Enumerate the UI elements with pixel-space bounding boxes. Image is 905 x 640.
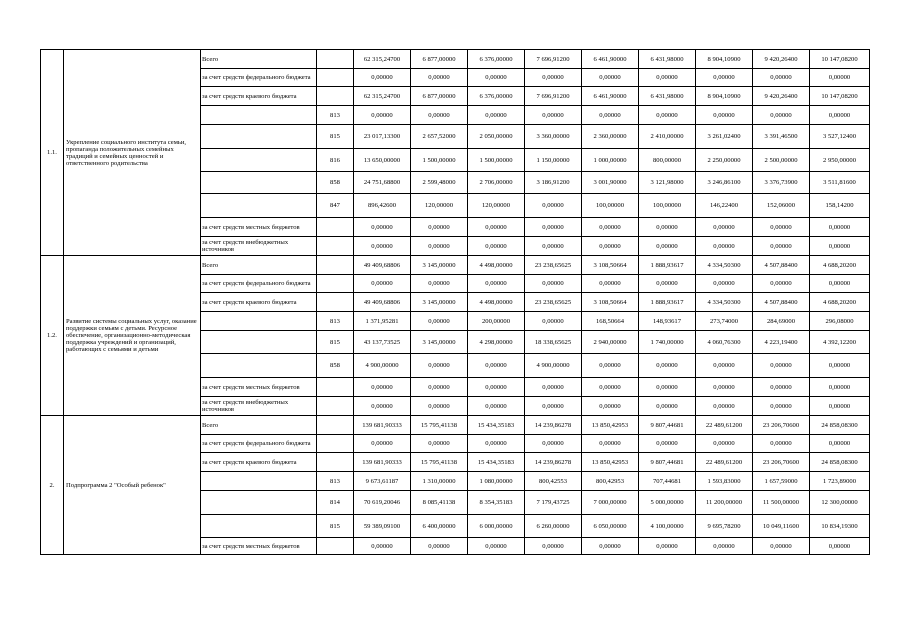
amount-cell: 0,00000 [468,275,525,293]
amount-cell: 0,00000 [468,218,525,237]
amount-cell: 0,00000 [354,69,411,87]
amount-cell: 2 500,00000 [753,149,810,172]
grbs-code-cell [317,378,354,397]
amount-cell: 0,00000 [411,354,468,378]
amount-cell: 9 420,26400 [753,50,810,69]
amount-cell: 8 354,35183 [468,491,525,515]
amount-cell: 0,00000 [411,312,468,331]
amount-cell: 200,00000 [468,312,525,331]
amount-cell: 0,00000 [525,312,582,331]
amount-cell: 0,00000 [354,435,411,453]
amount-cell: 0,00000 [753,538,810,555]
amount-cell: 9 807,44681 [639,416,696,435]
amount-cell: 0,00000 [354,106,411,125]
amount-cell: 11 500,00000 [753,491,810,515]
amount-cell: 0,00000 [411,237,468,256]
amount-cell: 2 950,00000 [810,149,870,172]
amount-cell: 0,00000 [411,538,468,555]
amount-cell: 707,44681 [639,472,696,491]
amount-cell: 1 000,00000 [582,149,639,172]
section-title: Развитие системы социальных услуг, оказание поддержки семьям с детьми. Ресурсное обеспечение, организационно-методическая поддержка учреждений и организаций, работающих с семьями и детьми [64,256,201,416]
section-title: Укрепление социального института семьи, пропаганда положительных семейных традиций и семейных ценностей и ответственного родительства [64,50,201,256]
funding-source-cell [201,194,317,218]
funding-source-cell: за счет средств местных бюджетов [201,218,317,237]
amount-cell: 10 147,08200 [810,50,870,69]
funding-source-cell: Всего [201,256,317,275]
amount-cell: 15 795,41138 [411,453,468,472]
amount-cell: 0,00000 [468,538,525,555]
grbs-code-cell [317,256,354,275]
amount-cell: 3 376,73900 [753,172,810,194]
amount-cell: 0,00000 [468,435,525,453]
amount-cell: 148,93617 [639,312,696,331]
amount-cell: 4 688,20200 [810,293,870,312]
amount-cell: 8 085,41138 [411,491,468,515]
amount-cell: 168,50664 [582,312,639,331]
amount-cell: 0,00000 [582,218,639,237]
amount-cell: 7 179,43725 [525,491,582,515]
amount-cell: 1 080,00000 [468,472,525,491]
amount-cell: 100,00000 [582,194,639,218]
amount-cell: 6 431,98000 [639,87,696,106]
amount-cell: 59 389,09100 [354,515,411,538]
amount-cell: 2 360,00000 [582,125,639,149]
amount-cell: 0,00000 [753,275,810,293]
amount-cell: 3 511,81600 [810,172,870,194]
amount-cell: 7 696,91200 [525,87,582,106]
amount-cell: 284,69000 [753,312,810,331]
funding-source-cell [201,106,317,125]
funding-source-cell: Всего [201,50,317,69]
grbs-code-cell [317,538,354,555]
amount-cell: 0,00000 [582,354,639,378]
amount-cell: 9 420,26400 [753,87,810,106]
grbs-code-cell: 813 [317,312,354,331]
amount-cell: 800,00000 [639,149,696,172]
amount-cell: 0,00000 [810,354,870,378]
grbs-code-cell [317,275,354,293]
amount-cell: 0,00000 [525,106,582,125]
amount-cell: 0,00000 [639,378,696,397]
grbs-code-cell [317,218,354,237]
grbs-code-cell: 815 [317,515,354,538]
amount-cell: 0,00000 [696,397,753,416]
amount-cell: 4 334,50300 [696,256,753,275]
grbs-code-cell: 813 [317,106,354,125]
amount-cell: 4 900,00000 [354,354,411,378]
amount-cell: 24 858,08300 [810,416,870,435]
amount-cell: 3 001,90000 [582,172,639,194]
amount-cell: 0,00000 [468,106,525,125]
grbs-code-cell: 816 [317,149,354,172]
amount-cell: 0,00000 [753,106,810,125]
amount-cell: 1 500,00000 [468,149,525,172]
amount-cell: 6 260,00000 [525,515,582,538]
amount-cell: 0,00000 [468,354,525,378]
funding-source-cell: за счет средств внебюджетных источников [201,237,317,256]
amount-cell: 0,00000 [753,218,810,237]
grbs-code-cell [317,435,354,453]
amount-cell: 43 137,73525 [354,331,411,354]
budget-table [40,49,870,555]
amount-cell: 0,00000 [810,218,870,237]
amount-cell: 2 410,00000 [639,125,696,149]
amount-cell: 11 200,00000 [696,491,753,515]
amount-cell: 0,00000 [525,237,582,256]
amount-cell: 0,00000 [354,275,411,293]
amount-cell: 0,00000 [696,69,753,87]
grbs-code-cell [317,69,354,87]
amount-cell: 139 681,90333 [354,416,411,435]
amount-cell: 1 593,83000 [696,472,753,491]
amount-cell: 0,00000 [354,218,411,237]
funding-source-cell [201,312,317,331]
amount-cell: 15 434,35183 [468,453,525,472]
amount-cell: 0,00000 [411,378,468,397]
grbs-code-cell: 814 [317,491,354,515]
amount-cell: 3 145,00000 [411,256,468,275]
amount-cell: 0,00000 [582,378,639,397]
grbs-code-cell: 815 [317,331,354,354]
grbs-code-cell: 815 [317,125,354,149]
amount-cell: 0,00000 [810,378,870,397]
amount-cell: 9 673,61187 [354,472,411,491]
amount-cell: 13 850,42953 [582,453,639,472]
amount-cell: 0,00000 [810,106,870,125]
amount-cell: 296,08000 [810,312,870,331]
amount-cell: 3 261,02400 [696,125,753,149]
section-number: 1.2. [41,256,64,416]
amount-cell: 0,00000 [525,538,582,555]
amount-cell: 22 489,61200 [696,453,753,472]
amount-cell: 0,00000 [810,397,870,416]
amount-cell: 0,00000 [639,69,696,87]
funding-source-cell: за счет средств внебюджетных источников [201,397,317,416]
amount-cell: 15 795,41138 [411,416,468,435]
amount-cell: 6 376,00000 [468,87,525,106]
amount-cell: 9 807,44681 [639,453,696,472]
funding-source-cell: за счет средств краевого бюджета [201,87,317,106]
amount-cell: 3 121,98000 [639,172,696,194]
amount-cell: 10 049,11600 [753,515,810,538]
amount-cell: 100,00000 [639,194,696,218]
amount-cell: 120,00000 [411,194,468,218]
funding-source-cell: за счет средств краевого бюджета [201,293,317,312]
amount-cell: 2 050,00000 [468,125,525,149]
amount-cell: 3 360,00000 [525,125,582,149]
funding-source-cell: за счет средств федерального бюджета [201,69,317,87]
amount-cell: 0,00000 [582,106,639,125]
amount-cell: 7 696,91200 [525,50,582,69]
funding-source-cell [201,125,317,149]
amount-cell: 8 904,10900 [696,87,753,106]
amount-cell: 2 657,52000 [411,125,468,149]
amount-cell: 6 000,00000 [468,515,525,538]
amount-cell: 10 834,19300 [810,515,870,538]
amount-cell: 0,00000 [639,397,696,416]
amount-cell: 4 100,00000 [639,515,696,538]
amount-cell: 8 904,10900 [696,50,753,69]
amount-cell: 152,06000 [753,194,810,218]
table-row [41,50,870,69]
amount-cell: 0,00000 [354,237,411,256]
amount-cell: 3 246,86100 [696,172,753,194]
amount-cell: 0,00000 [582,275,639,293]
funding-source-cell: за счет средств местных бюджетов [201,538,317,555]
amount-cell: 0,00000 [753,435,810,453]
amount-cell: 0,00000 [810,237,870,256]
amount-cell: 22 489,61200 [696,416,753,435]
amount-cell: 0,00000 [411,275,468,293]
amount-cell: 3 145,00000 [411,293,468,312]
funding-source-cell: Всего [201,416,317,435]
amount-cell: 4 392,12200 [810,331,870,354]
funding-source-cell [201,472,317,491]
amount-cell: 15 434,35183 [468,416,525,435]
amount-cell: 0,00000 [696,354,753,378]
amount-cell: 0,00000 [639,106,696,125]
amount-cell: 70 619,20046 [354,491,411,515]
amount-cell: 0,00000 [753,378,810,397]
amount-cell: 0,00000 [810,69,870,87]
amount-cell: 4 334,50300 [696,293,753,312]
amount-cell: 0,00000 [525,275,582,293]
amount-cell: 120,00000 [468,194,525,218]
amount-cell: 0,00000 [525,435,582,453]
grbs-code-cell: 858 [317,172,354,194]
amount-cell: 6 461,90000 [582,87,639,106]
grbs-code-cell [317,416,354,435]
amount-cell: 0,00000 [582,397,639,416]
amount-cell: 0,00000 [354,378,411,397]
amount-cell: 0,00000 [411,397,468,416]
amount-cell: 4 507,88400 [753,293,810,312]
amount-cell: 6 877,00000 [411,50,468,69]
grbs-code-cell [317,87,354,106]
amount-cell: 0,00000 [468,69,525,87]
amount-cell: 1 500,00000 [411,149,468,172]
amount-cell: 0,00000 [753,237,810,256]
funding-source-cell [201,491,317,515]
amount-cell: 2 599,48000 [411,172,468,194]
grbs-code-cell: 858 [317,354,354,378]
amount-cell: 0,00000 [639,538,696,555]
amount-cell: 0,00000 [525,69,582,87]
amount-cell: 24 751,68800 [354,172,411,194]
amount-cell: 23 017,13300 [354,125,411,149]
amount-cell: 10 147,08200 [810,87,870,106]
funding-source-cell: за счет средств федерального бюджета [201,435,317,453]
amount-cell: 800,42553 [525,472,582,491]
table-row [41,256,870,275]
section-number: 1.1. [41,50,64,256]
funding-source-cell [201,354,317,378]
amount-cell: 0,00000 [582,435,639,453]
grbs-code-cell [317,237,354,256]
amount-cell: 896,42600 [354,194,411,218]
amount-cell: 5 000,00000 [639,491,696,515]
amount-cell: 0,00000 [696,237,753,256]
amount-cell: 23 238,65625 [525,256,582,275]
amount-cell: 0,00000 [696,106,753,125]
amount-cell: 1 888,93617 [639,293,696,312]
amount-cell: 4 223,19400 [753,331,810,354]
amount-cell: 4 900,00000 [525,354,582,378]
amount-cell: 13 850,42953 [582,416,639,435]
amount-cell: 1 310,00000 [411,472,468,491]
amount-cell: 0,00000 [468,378,525,397]
amount-cell: 0,00000 [696,275,753,293]
amount-cell: 0,00000 [411,435,468,453]
amount-cell: 158,14200 [810,194,870,218]
amount-cell: 14 239,86278 [525,453,582,472]
funding-source-cell [201,515,317,538]
amount-cell: 4 498,00000 [468,293,525,312]
amount-cell: 0,00000 [696,538,753,555]
amount-cell: 6 376,00000 [468,50,525,69]
amount-cell: 0,00000 [753,354,810,378]
grbs-code-cell [317,453,354,472]
amount-cell: 146,22400 [696,194,753,218]
amount-cell: 18 338,65625 [525,331,582,354]
amount-cell: 0,00000 [468,237,525,256]
amount-cell: 0,00000 [810,538,870,555]
amount-cell: 23 206,70600 [753,453,810,472]
amount-cell: 0,00000 [639,435,696,453]
amount-cell: 0,00000 [411,218,468,237]
funding-source-cell: за счет средств краевого бюджета [201,453,317,472]
amount-cell: 0,00000 [639,275,696,293]
amount-cell: 0,00000 [525,218,582,237]
amount-cell: 2 250,00000 [696,149,753,172]
amount-cell: 6 877,00000 [411,87,468,106]
amount-cell: 273,74000 [696,312,753,331]
amount-cell: 49 409,68806 [354,256,411,275]
amount-cell: 3 145,00000 [411,331,468,354]
amount-cell: 3 391,46500 [753,125,810,149]
funding-source-cell: за счет средств федерального бюджета [201,275,317,293]
grbs-code-cell [317,293,354,312]
amount-cell: 6 431,98000 [639,50,696,69]
amount-cell: 0,00000 [411,106,468,125]
amount-cell: 13 650,00000 [354,149,411,172]
amount-cell: 1 657,59000 [753,472,810,491]
amount-cell: 0,00000 [582,237,639,256]
amount-cell: 0,00000 [354,538,411,555]
amount-cell: 14 239,86278 [525,416,582,435]
amount-cell: 0,00000 [525,378,582,397]
amount-cell: 0,00000 [696,435,753,453]
amount-cell: 0,00000 [525,194,582,218]
funding-source-cell [201,172,317,194]
grbs-code-cell: 813 [317,472,354,491]
amount-cell: 4 688,20200 [810,256,870,275]
amount-cell: 3 108,50664 [582,256,639,275]
amount-cell: 1 740,00000 [639,331,696,354]
amount-cell: 49 409,68806 [354,293,411,312]
amount-cell: 0,00000 [468,397,525,416]
section-title: Подпрограмма 2 "Особый ребенок" [64,416,201,555]
amount-cell: 3 527,12400 [810,125,870,149]
amount-cell: 1 150,00000 [525,149,582,172]
amount-cell: 0,00000 [354,397,411,416]
amount-cell: 4 298,00000 [468,331,525,354]
amount-cell: 4 507,88400 [753,256,810,275]
amount-cell: 0,00000 [639,237,696,256]
amount-cell: 0,00000 [582,69,639,87]
amount-cell: 4 060,76300 [696,331,753,354]
section-number: 2. [41,416,64,555]
amount-cell: 3 108,50664 [582,293,639,312]
amount-cell: 139 681,90333 [354,453,411,472]
amount-cell: 2 940,00000 [582,331,639,354]
amount-cell: 3 186,91200 [525,172,582,194]
amount-cell: 6 461,90000 [582,50,639,69]
amount-cell: 0,00000 [639,218,696,237]
amount-cell: 800,42953 [582,472,639,491]
amount-cell: 0,00000 [753,397,810,416]
amount-cell: 9 695,78200 [696,515,753,538]
amount-cell: 24 858,08300 [810,453,870,472]
amount-cell: 0,00000 [696,218,753,237]
funding-source-cell: за счет средств местных бюджетов [201,378,317,397]
grbs-code-cell: 847 [317,194,354,218]
amount-cell: 0,00000 [696,378,753,397]
amount-cell: 4 498,00000 [468,256,525,275]
amount-cell: 0,00000 [639,354,696,378]
amount-cell: 0,00000 [810,275,870,293]
amount-cell: 62 315,24700 [354,87,411,106]
amount-cell: 1 888,93617 [639,256,696,275]
amount-cell: 62 315,24700 [354,50,411,69]
amount-cell: 7 000,00000 [582,491,639,515]
funding-source-cell [201,331,317,354]
table-row [41,416,870,435]
grbs-code-cell [317,397,354,416]
amount-cell: 1 371,95281 [354,312,411,331]
amount-cell: 6 400,00000 [411,515,468,538]
amount-cell: 0,00000 [753,69,810,87]
amount-cell: 23 238,65625 [525,293,582,312]
amount-cell: 6 050,00000 [582,515,639,538]
amount-cell: 0,00000 [582,538,639,555]
amount-cell: 1 723,89000 [810,472,870,491]
amount-cell: 23 206,70600 [753,416,810,435]
amount-cell: 0,00000 [810,435,870,453]
amount-cell: 12 300,00000 [810,491,870,515]
amount-cell: 0,00000 [411,69,468,87]
grbs-code-cell [317,50,354,69]
amount-cell: 2 706,00000 [468,172,525,194]
amount-cell: 0,00000 [525,397,582,416]
funding-source-cell [201,149,317,172]
